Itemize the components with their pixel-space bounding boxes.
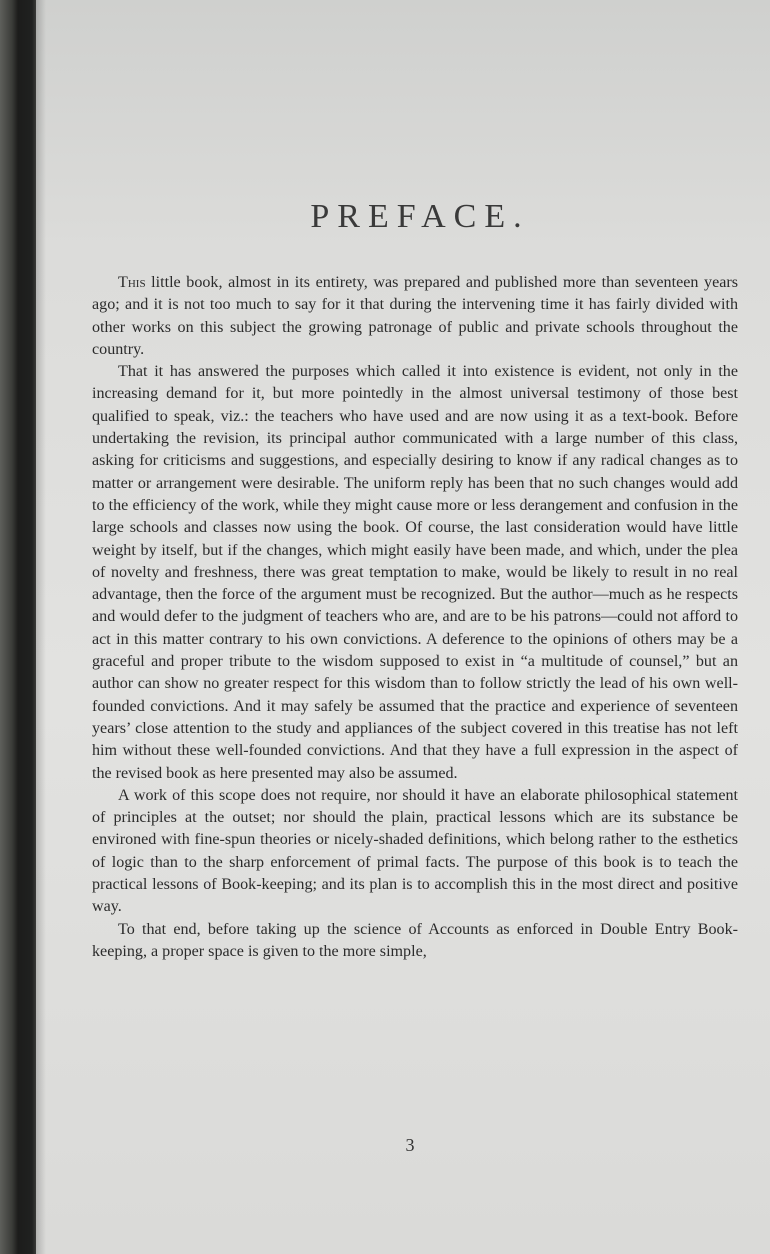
spine-shadow — [36, 0, 46, 1254]
page-number: 3 — [405, 1135, 415, 1155]
paragraph-text: A work of this scope does not require, nor should it have an elaborate philosophical statement of principles at the outset; nor should the plain, practical lessons which are its substance be environed with fine-spun theories or nicely-shaded definitions, which belong rather to the esthetics of logic than to the sharp enforcement of primal facts. The purpose of this book is to teach the practical lessons of Book-keeping; and its plan is to accomplish this in the most direct and positive way. — [92, 786, 738, 916]
page-title: PREFACE. — [310, 198, 530, 235]
paragraph-lead: This — [118, 274, 146, 291]
paragraph-text: To that end, before taking up the science of Accounts as enforced in Double Entry Book-keeping, a proper space is given to the more simple, — [92, 920, 738, 960]
paragraph-text: That it has answered the purposes which called it into existence is evident, not only in the increasing demand for it, but more pointedly in the almost universal testimony of those best qualified to speak, viz.: the teachers who have used and are now using it as a text-book. Before undertaking the revision, its principal author communicated with a large number of this class, asking for criticisms and suggestions, and especially desiring to know if any radical changes as to matter or arrangement were desirable. The uniform reply has been that no such changes would add to the efficiency of the work, while they might cause more or less derangement and confusion in the large schools and classes now using the book. Of course, the last consideration would have little weight by itself, but if the changes, which might easily have been made, and which, under the plea of novelty and freshness, there was great temptation to make, would be likely to result in no real advantage, then the force of the argument must be recognized. But the author—much as he respects and would defer to the judgment of teachers who are, and are to be his patrons—could not afford to act in this matter contrary to his own convictions. A deference to the opinions of others may be a graceful and proper tribute to the wisdom supposed to exist in “a multitude of counsel,” but an author can show no greater respect for this wisdom than to follow strictly the lead of his own well-founded convictions. And it may safely be assumed that the practice and experience of seventeen years’ close attention to the study and appliances of the subject covered in this treatise has not left him without these well-founded convictions. And that they have a full expression in the aspect of the revised book as here presented may also be assumed. — [92, 363, 738, 782]
book-spine — [0, 0, 36, 1254]
preface-body — [92, 272, 738, 963]
paragraph-3 — [92, 785, 738, 919]
paragraph-1 — [92, 272, 738, 361]
paragraph-text: little book, almost in its entirety, was prepared and published more than seventeen years ago; and it is not too much to say for it that during the intervening time it has fairly divided with other works on this subject the growing patronage of public and private schools throughout the country. — [92, 274, 738, 358]
paragraph-2 — [92, 361, 738, 785]
paragraph-4 — [92, 919, 738, 964]
